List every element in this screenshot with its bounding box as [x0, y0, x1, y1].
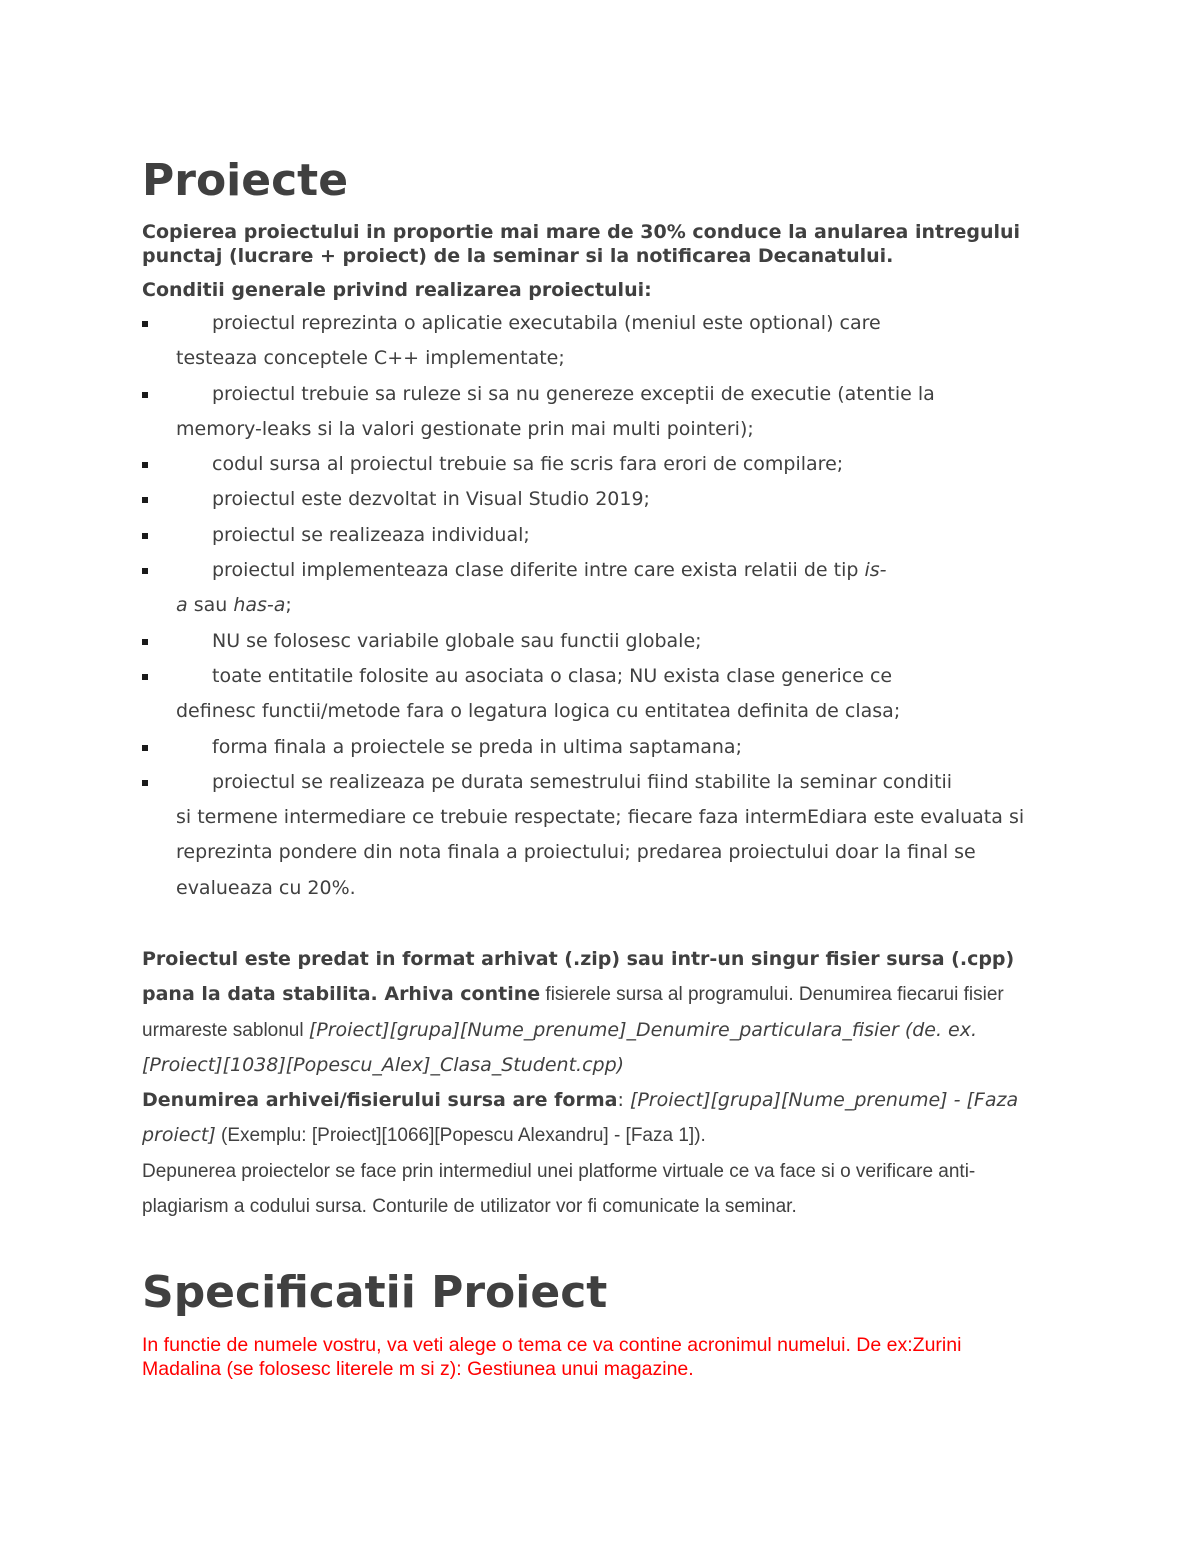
list-item: proiectul implementeaza clase diferite intre care exista relatii de tip is- a sau has-a;	[142, 553, 1042, 624]
copy-warning: Copierea proiectului in proportie mai mare de 30% conduce la anularea intregului punctaj (lucrare + proiect) de la seminar si la notificarea Decanatului.	[142, 221, 1021, 267]
bullet-icon	[142, 497, 148, 503]
bullet-icon	[142, 568, 148, 574]
list-item: proiectul se realizeaza pe durata semestrului fiind stabilite la seminar conditii si termene intermediare ce trebuie respectate; fiecare faza intermEdiara este evaluata si reprezinta pondere din nota finala a proiectului; predarea proiectului doar la final se evalueaza cu 20%.	[142, 765, 1042, 906]
conditions-list	[142, 306, 1042, 906]
page-title: Proiecte	[142, 155, 349, 206]
spec-title: Specificatii Proiect	[142, 1267, 608, 1318]
bullet-icon	[142, 780, 148, 786]
conditions-heading: Conditii generale privind realizarea proiectului:	[142, 279, 652, 301]
list-item: proiectul este dezvoltat in Visual Studio 2019;	[142, 482, 1042, 517]
bullet-icon	[142, 639, 148, 645]
list-item: codul sursa al proiectul trebuie sa fie scris fara erori de compilare;	[142, 447, 1042, 482]
list-item: proiectul reprezinta o aplicatie executabila (meniul este optional) care testeaza conceptele C++ implementate;	[142, 306, 1042, 377]
archive-naming: Denumirea arhivei/fisierului sursa are forma: [Proiect][grupa][Nume_prenume] - [Faza proiect] (Exemplu: [Proiect][1066][Popescu Alexandru] - [Faza 1]).	[142, 1089, 1019, 1147]
bullet-icon	[142, 392, 148, 398]
spec-text: In functie de numele vostru, va veti alege o tema ce va contine acronimul numelui. De ex:Zurini Madalina (se folosesc literele m si z): Gestiunea unui magazine.	[142, 1334, 962, 1380]
submission-section	[142, 942, 1052, 1224]
list-item: NU se folosesc variabile globale sau functii globale;	[142, 624, 1042, 659]
bullet-icon	[142, 745, 148, 751]
list-item: toate entitatile folosite au asociata o clasa; NU exista clase generice ce definesc functii/metode fara o legatura logica cu entitatea definita de clasa;	[142, 659, 1042, 730]
platform-note: Depunerea proiectelor se face prin intermediul unei platforme virtuale ce va face si o verificare anti-plagiarism a codului sursa. Conturile de utilizator vor fi comunicate la seminar.	[142, 1160, 976, 1218]
list-item: proiectul trebuie sa ruleze si sa nu genereze exceptii de executie (atentie la memory-leaks si la valori gestionate prin mai multi pointeri);	[142, 377, 1042, 448]
bullet-icon	[142, 533, 148, 539]
bullet-icon	[142, 462, 148, 468]
submission-format: Proiectul este predat in format arhivat (.zip) sau intr-un singur fisier sursa (.cpp) pana la data stabilita. Arhiva contine fisierele sursa al programului. Denumirea fiecarui fisier urmareste sablonul [Proiect][grupa][Nume_prenume]_Denumire_particulara_fisier (de. ex. [Proiect][1038][Popescu_Alex]_Clasa_Student.cpp)	[142, 948, 1015, 1076]
bullet-icon	[142, 674, 148, 680]
list-item: forma finala a proiectele se preda in ultima saptamana;	[142, 730, 1042, 765]
list-item: proiectul se realizeaza individual;	[142, 518, 1042, 553]
bullet-icon	[142, 321, 148, 327]
